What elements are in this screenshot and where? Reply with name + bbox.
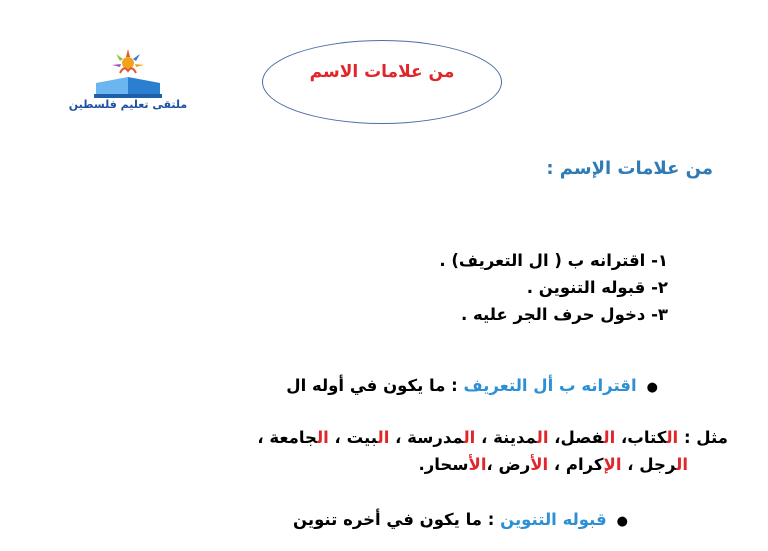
separator: ،: [615, 428, 628, 447]
al-prefix: ال: [536, 428, 549, 447]
section-heading: من علامات الإسم :: [546, 158, 713, 179]
bullet-term: اقترانه ب أل التعريف: [463, 376, 637, 395]
bullet-rest: : ما يكون في أخره تنوين: [293, 510, 501, 529]
word-stem: بيت: [346, 428, 378, 447]
list-item: ٢- قبوله التنوين .: [526, 278, 668, 297]
example-prefix: مثل :: [678, 428, 728, 447]
page-title: من علامات الاسم: [309, 62, 455, 82]
word-stem: رجل: [639, 455, 677, 474]
word-stem: مدرسة: [407, 428, 464, 447]
word-stem: مدينة: [493, 428, 537, 447]
logo-text: ملتقى تعليم فلسطين: [68, 98, 188, 111]
bullet-tanween-definition: [293, 510, 628, 529]
word-stem: سحار.: [418, 455, 469, 474]
word-stem: جامعة: [269, 428, 317, 447]
al-prefix: الإ: [603, 455, 622, 474]
al-prefix: ال: [377, 428, 390, 447]
example-word: [418, 455, 486, 474]
example-word: [493, 428, 548, 447]
title-ellipse: [262, 40, 502, 124]
separator: ،: [548, 428, 561, 447]
separator: ،: [389, 428, 408, 447]
al-prefix: ال: [666, 428, 679, 447]
word-stem: فصل: [560, 428, 604, 447]
al-prefix: ال: [463, 428, 476, 447]
separator: ،: [475, 428, 494, 447]
list-item: ١- اقترانه ب ( ال التعريف) .: [439, 251, 668, 270]
al-prefix: ال: [676, 455, 688, 474]
word-stem: رض: [498, 455, 531, 474]
example-word: [639, 455, 688, 474]
al-prefix: ال: [316, 428, 329, 447]
list-item: ٣- دخول حرف الجر عليه .: [460, 305, 668, 324]
separator: ،: [486, 455, 499, 474]
example-line-1: [257, 424, 728, 451]
example-word: [566, 455, 622, 474]
logo: [58, 45, 198, 120]
open-book-icon: [58, 45, 198, 100]
example-word: [627, 428, 678, 447]
example-word: [561, 428, 616, 447]
al-prefix: الأ: [530, 455, 549, 474]
example-block: [257, 424, 728, 478]
bullet-rest: : ما يكون في أوله ال: [286, 376, 464, 395]
word-stem: كتاب: [627, 428, 667, 447]
example-word: [407, 428, 475, 447]
bullet-dot-icon: ●: [616, 514, 628, 529]
bullet-dot-icon: ●: [646, 380, 658, 395]
bullet-al-definition: [286, 376, 658, 395]
bullet-term: قبوله التنوين: [500, 510, 607, 529]
example-word: [499, 455, 549, 474]
example-word: [269, 428, 328, 447]
example-word: [347, 428, 390, 447]
al-prefix: الأ: [468, 455, 487, 474]
example-line-2: [257, 451, 728, 478]
sun-rays-icon: [112, 49, 144, 73]
signs-list: [439, 247, 668, 328]
separator: ،: [548, 455, 566, 474]
separator: ،: [257, 428, 270, 447]
separator: ،: [328, 428, 347, 447]
al-prefix: ال: [603, 428, 616, 447]
word-stem: كرام: [565, 455, 604, 474]
separator: ،: [621, 455, 640, 474]
